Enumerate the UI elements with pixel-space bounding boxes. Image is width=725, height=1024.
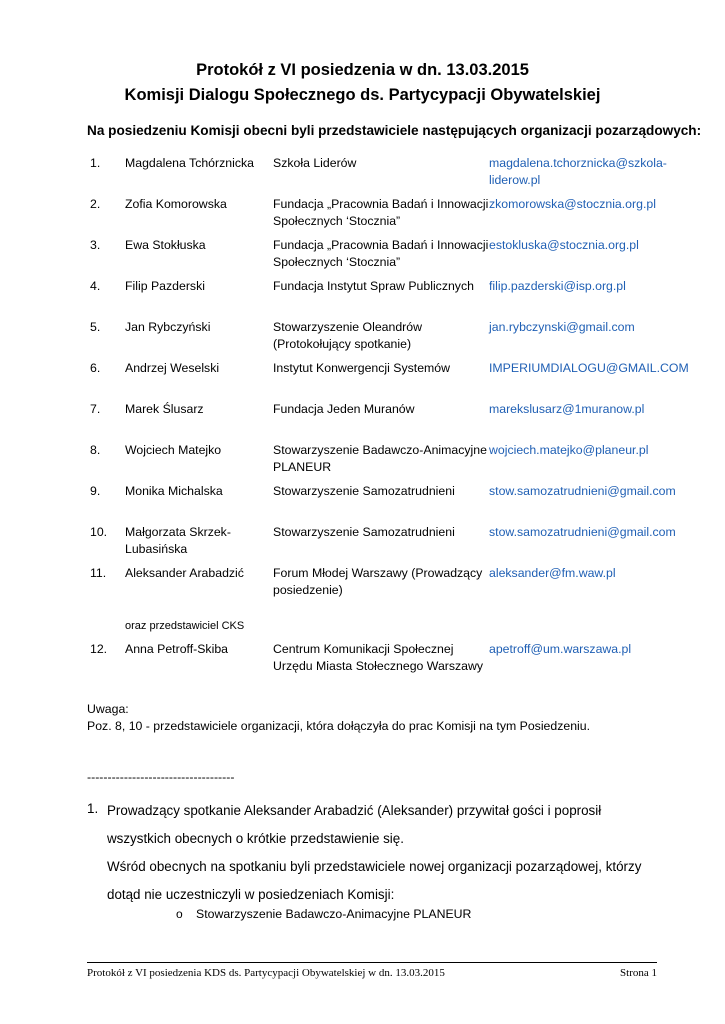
row-number: 1. bbox=[90, 156, 101, 170]
member-organization: Instytut Konwergencji Systemów bbox=[273, 361, 451, 375]
member-name: Małgorzata Skrzek-Lubasińska bbox=[125, 525, 231, 556]
member-organization: Stowarzyszenie Badawczo-Animacyjne PLANEUR bbox=[273, 443, 487, 474]
member-name: Wojciech Matejko bbox=[125, 443, 222, 457]
member-organization: Stowarzyszenie Samozatrudnieni bbox=[273, 525, 455, 539]
row-number: 6. bbox=[90, 361, 101, 375]
member-organization: Fundacja Instytut Spraw Publicznych bbox=[273, 279, 474, 293]
row-number: 5. bbox=[90, 320, 101, 334]
table-row-member bbox=[90, 319, 689, 360]
table-row-member bbox=[90, 565, 689, 606]
table-row-member bbox=[90, 155, 689, 196]
table-row-member bbox=[90, 196, 689, 237]
row-number: 9. bbox=[90, 484, 101, 498]
member-organization: Szkoła Liderów bbox=[273, 156, 357, 170]
member-name: Zofia Komorowska bbox=[125, 197, 227, 211]
cks-label-row bbox=[90, 606, 689, 641]
member-organization: Fundacja Jeden Muranów bbox=[273, 402, 415, 416]
table-row-member bbox=[90, 237, 689, 278]
member-organization: Stowarzyszenie Samozatrudnieni bbox=[273, 484, 455, 498]
item-1-line-2: wszystkich obecnych o krótkie przedstawienie się. bbox=[107, 831, 404, 846]
member-email[interactable]: estokluska@stocznia.org.pl bbox=[489, 238, 639, 252]
member-email[interactable]: filip.pazderski@isp.org.pl bbox=[489, 279, 626, 293]
member-organization: Forum Młodej Warszawy (Prowadzący posiedzenie) bbox=[273, 566, 483, 597]
table-row-cks bbox=[90, 641, 689, 699]
footer-title: Protokół z VI posiedzenia KDS ds. Partycypacji Obywatelskiej w dn. 13.03.2015 bbox=[87, 967, 445, 979]
table-row-member bbox=[90, 442, 689, 483]
footer-divider bbox=[87, 962, 657, 963]
member-name: Ewa Stokłuska bbox=[125, 238, 206, 252]
separator-line: ------------------------------------ bbox=[87, 770, 235, 784]
sub-bullet-icon: o bbox=[176, 907, 183, 921]
item-1-number: 1. bbox=[87, 801, 99, 816]
row-number: 10. bbox=[90, 525, 108, 539]
page-title-line-1: Protokół z VI posiedzenia w dn. 13.03.2015 bbox=[196, 61, 529, 79]
member-name: Marek Ślusarz bbox=[125, 402, 204, 416]
row-number: 4. bbox=[90, 279, 101, 293]
table-row-member bbox=[90, 278, 689, 319]
note-text: Poz. 8, 10 - przedstawiciele organizacji, która dołączyła do prac Komisji na tym Posiedzeniu. bbox=[87, 719, 591, 733]
spacer-cell bbox=[90, 606, 125, 641]
table-row-member bbox=[90, 483, 689, 524]
item-1-text bbox=[107, 797, 687, 909]
item-1-line-4: dotąd nie uczestniczyli w posiedzeniach Komisji: bbox=[107, 887, 395, 902]
member-email[interactable]: IMPERIUMDIALOGU@GMAIL.COM bbox=[489, 361, 689, 375]
member-email[interactable]: magdalena.tchorznicka@szkola-liderow.pl bbox=[489, 156, 667, 187]
member-name: Filip Pazderski bbox=[125, 279, 205, 293]
member-name: Andrzej Weselski bbox=[125, 361, 220, 375]
member-email[interactable]: zkomorowska@stocznia.org.pl bbox=[489, 197, 656, 211]
page-title-line-2: Komisji Dialogu Społecznego ds. Partycypacji Obywatelskiej bbox=[124, 86, 601, 104]
table-row-member bbox=[90, 360, 689, 401]
member-name: Aleksander Arabadzić bbox=[125, 566, 244, 580]
member-email[interactable]: jan.rybczynski@gmail.com bbox=[489, 320, 635, 334]
member-name: Jan Rybczyński bbox=[125, 320, 211, 334]
row-number: 3. bbox=[90, 238, 101, 252]
member-organization: Centrum Komunikacji Społecznej Urzędu Miasta Stołecznego Warszawy bbox=[273, 642, 484, 673]
attendance-intro: Na posiedzeniu Komisji obecni byli przedstawiciele następujących organizacji pozarządowych: bbox=[87, 123, 702, 138]
member-email[interactable]: aleksander@fm.waw.pl bbox=[489, 566, 616, 580]
member-email[interactable]: apetroff@um.warszawa.pl bbox=[489, 642, 632, 656]
member-organization: Fundacja „Pracownia Badań i Innowacji Społecznych ‘Stocznia” bbox=[273, 238, 489, 269]
attendance-table bbox=[90, 155, 689, 699]
row-number: 12. bbox=[90, 642, 108, 656]
row-number: 7. bbox=[90, 402, 101, 416]
member-email[interactable]: stow.samozatrudnieni@gmail.com bbox=[489, 484, 676, 498]
member-email[interactable]: stow.samozatrudnieni@gmail.com bbox=[489, 525, 676, 539]
member-email[interactable]: wojciech.matejko@planeur.pl bbox=[489, 443, 649, 457]
cks-label: oraz przedstawiciel CKS bbox=[125, 620, 245, 632]
note-label: Uwaga: bbox=[87, 702, 129, 716]
item-1-line-1: Prowadzący spotkanie Aleksander Arabadzić (Aleksander) przywitał gości i poprosił bbox=[107, 803, 602, 818]
member-email[interactable]: marekslusarz@1muranow.pl bbox=[489, 402, 645, 416]
member-name: Anna Petroff-Skiba bbox=[125, 642, 228, 656]
member-organization: Stowarzyszenie Oleandrów (Protokołujący spotkanie) bbox=[273, 320, 422, 351]
table-row-member bbox=[90, 401, 689, 442]
item-1-line-3: Wśród obecnych na spotkaniu byli przedstawiciele nowej organizacji pozarządowej, którzy bbox=[107, 859, 642, 874]
member-name: Monika Michalska bbox=[125, 484, 223, 498]
row-number: 11. bbox=[90, 566, 107, 580]
row-number: 2. bbox=[90, 197, 101, 211]
row-number: 8. bbox=[90, 443, 101, 457]
member-organization: Fundacja „Pracownia Badań i Innowacji Społecznych ‘Stocznia” bbox=[273, 197, 489, 228]
footer-page-number: Strona 1 bbox=[620, 967, 657, 979]
sub-item-planeur: Stowarzyszenie Badawczo-Animacyjne PLANEUR bbox=[196, 907, 472, 921]
member-name: Magdalena Tchórznicka bbox=[125, 156, 254, 170]
table-row-member bbox=[90, 524, 689, 565]
